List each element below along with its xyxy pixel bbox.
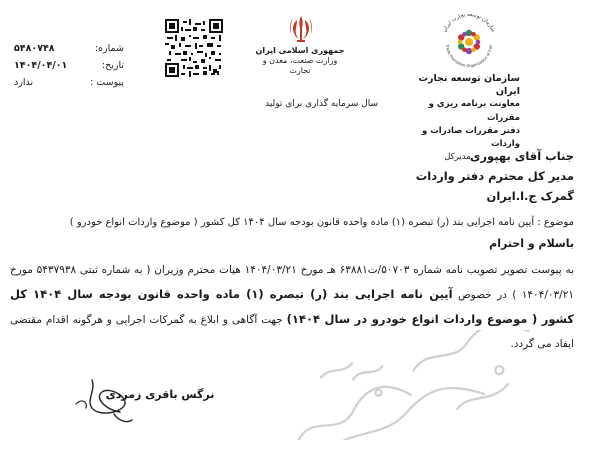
recipient-line2: مدیر کل محترم دفتر واردات [415, 169, 574, 183]
recipient-line1: جناب آقای بهپوری [469, 149, 574, 163]
recipient-block [114, 146, 574, 206]
number-label: شماره: [94, 43, 124, 54]
ministry-line2: وزارت صنعت، معدن و تجارت [262, 56, 338, 75]
org-line2: معاونت برنامه ریزی و مقررات [428, 99, 520, 123]
recipient-line3: گمرک ج.ا.ایران [486, 189, 574, 203]
org-line4: مدیرکل [444, 152, 471, 163]
date-label: تاریخ: [101, 60, 124, 71]
org-line3: دفتر مقررات صادرات و واردات [422, 125, 520, 150]
svg-text:Trade Promotion Organization o [445, 43, 493, 68]
iran-emblem-icon [288, 14, 314, 44]
date-value: ۱۴۰۴/۰۴/۰۱ [14, 60, 68, 71]
watermark-seal [268, 330, 568, 440]
logo-text-fa: سازمان توسعه تجارت ایران [441, 11, 497, 34]
attachment-label: پیوست : [90, 77, 124, 88]
number-value: ۵۴۸۰۷۴۸ [14, 43, 55, 54]
greeting: باسلام و احترام [489, 237, 574, 250]
org-line1: سازمان توسعه تجارت ایران [418, 73, 520, 98]
body-highlight: آیین نامه اجرایی بند (ر) تبصره (۱) ماده واحده قانون بودجه سال ۱۴۰۴ کل کشور ( موضوع واردات انواع خودرو در سال ۱۴۰۴) [10, 287, 574, 326]
ministry-line1: جمهوری اسلامی ایران [255, 46, 345, 55]
meta-date-row [14, 57, 124, 74]
tpo-logo-icon [436, 8, 502, 74]
body-part1: به پیوست تصویر تصویب نامه شماره ۵۰۷۰۳/ت۶۳۸۸۱ هـ مورخ ۱۴۰۴/۰۳/۲۱ هیات محترم وزیران ( به شماره ثبتی ۵۴۳۷۹۳۸ مورخ ۱۴۰۴/۰۳/۲۱ ) در خصوص [10, 264, 574, 301]
ministry-name [255, 46, 345, 76]
body-part2: جهت آگاهی و ابلاغ به گمرکات اجرایی و هرگونه اقدام مقتضی ایفاد می گردد. [10, 314, 574, 350]
attachment-value: ندارد [14, 77, 34, 88]
logo-text-en: Trade Promotion Organization of Iran [444, 44, 494, 69]
letter-meta [14, 40, 124, 91]
qr-code-icon [165, 19, 223, 77]
subject-line: موضوع : آیین نامه اجرایی بند (ر) تبصره (۱) ماده واحده قانون بودجه سال ۱۴۰۴ کل کشور ( موضوع واردات انواع خودرو ) [69, 217, 574, 228]
year-motto: سال سرمایه گذاری برای تولید [265, 99, 378, 109]
signer-name: نرگس باقری زمردی [105, 388, 215, 401]
meta-number-row [14, 40, 124, 57]
meta-attachment-row [14, 74, 124, 91]
